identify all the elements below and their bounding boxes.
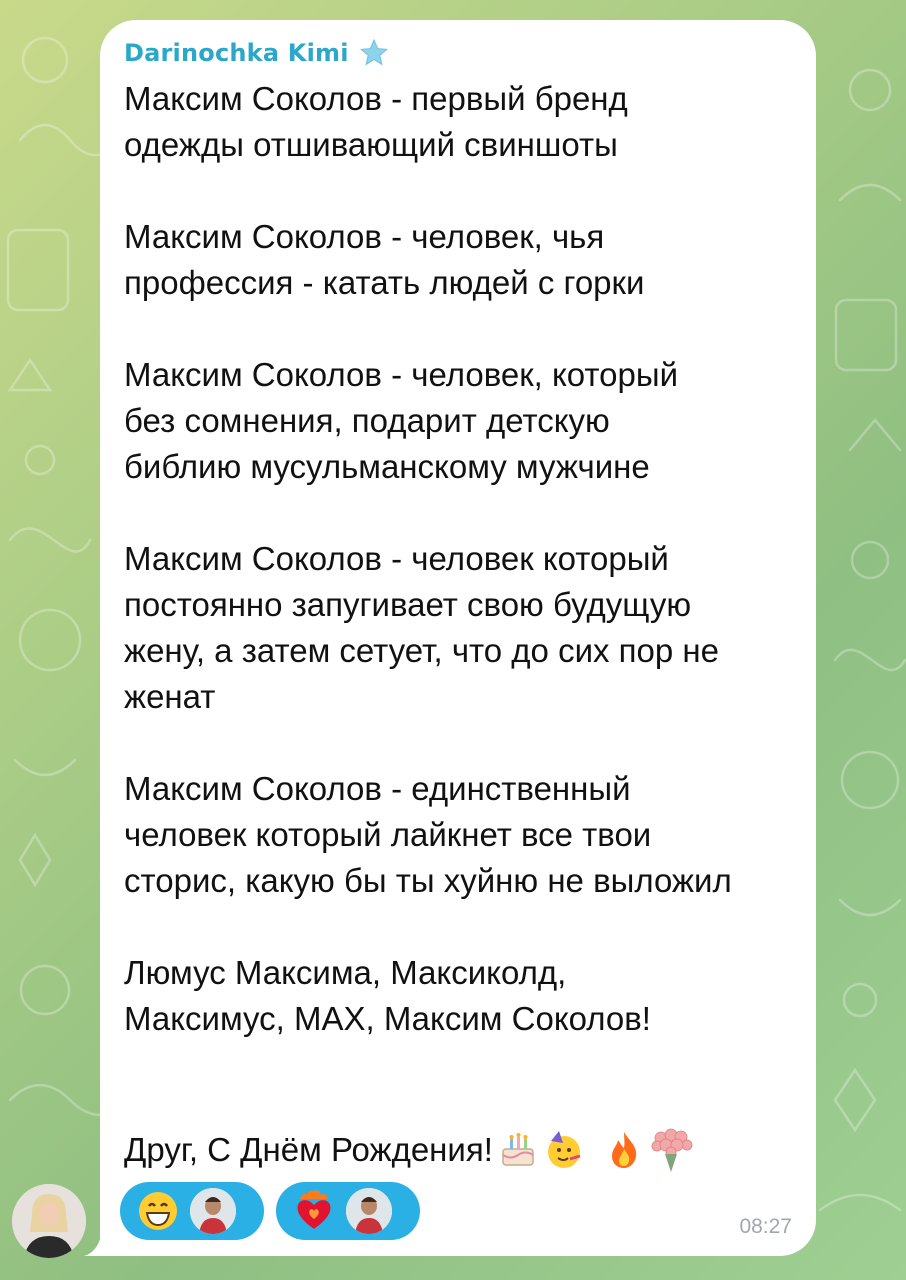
bubble-tail: [84, 1232, 114, 1256]
reaction-heart-on-fire[interactable]: [276, 1182, 420, 1240]
person-silhouette-icon: [190, 1188, 236, 1234]
greeting-line: [124, 1124, 697, 1176]
reactor-avatar[interactable]: [190, 1188, 236, 1234]
heart-on-fire-icon: [292, 1189, 336, 1233]
person-silhouette-icon: [12, 1184, 86, 1258]
message-time: 08:27: [739, 1215, 792, 1238]
fire-icon: [603, 1129, 645, 1171]
message-text: Максим Соколов - первый бренд одежды отшивающий свиншоты Максим Соколов - человек, чья профессия - катать людей с горки Максим Соколов - человек, который без сомнения, подарит детскую библию мусульманскому мужчине Максим Соколов - человек который постоянно запугивает свою будущую жену, а затем сетует, что до сих пор не женат Максим Соколов - единственный человек который лайкнет все твои сторис, какую бы ты хуйню не выложил Люмус Максима, Максиколд, Максимус, MAX, Максим Соколов!: [124, 80, 732, 1037]
partying-face-icon: [543, 1129, 585, 1171]
reactor-avatar[interactable]: [346, 1188, 392, 1234]
message-bubble: [100, 20, 816, 1256]
person-silhouette-icon: [346, 1188, 392, 1234]
sender-avatar[interactable]: [12, 1184, 86, 1258]
premium-star-icon[interactable]: [359, 38, 389, 68]
reactions-row: [120, 1182, 420, 1240]
birthday-cake-icon: [497, 1129, 539, 1171]
greeting-text: Друг, С Днём Рождения!: [124, 1131, 493, 1168]
reaction-grinning[interactable]: [120, 1182, 264, 1240]
grinning-face-icon: [136, 1189, 180, 1233]
sender-row: [124, 36, 389, 70]
sender-name[interactable]: Darinochka Kimi: [124, 39, 349, 67]
rose-bouquet-icon: [649, 1126, 697, 1174]
